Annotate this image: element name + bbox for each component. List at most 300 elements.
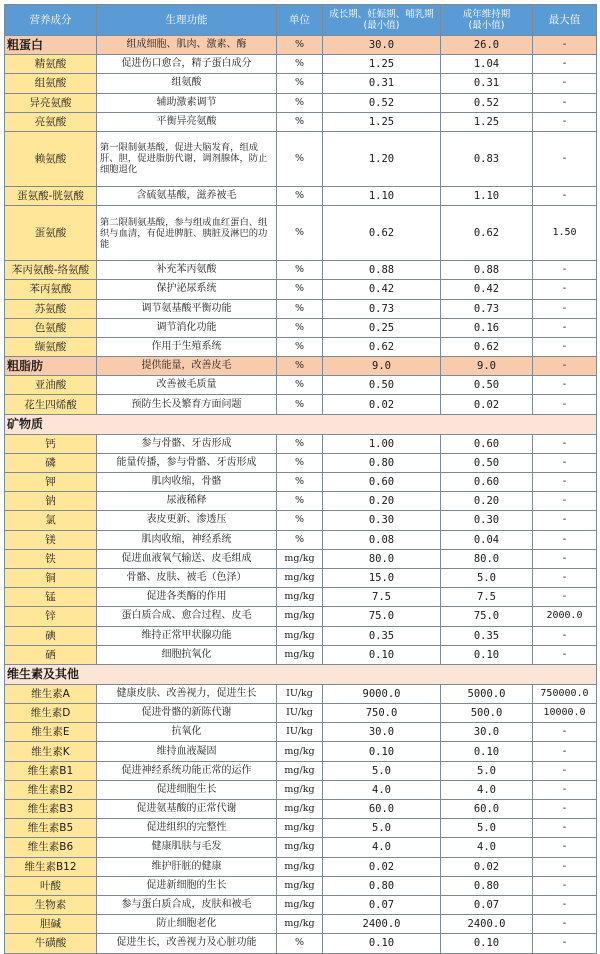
nutrient-unit: % (277, 376, 323, 395)
growth-min-value: 9000.0 (323, 684, 441, 703)
nutrient-name: 维生素B12 (5, 857, 97, 876)
nutrient-function: 参与蛋白质合成，皮肤和被毛 (97, 895, 277, 914)
growth-min-value: 0.62 (323, 206, 441, 261)
nutrient-function: 维护肝脏的健康 (97, 857, 277, 876)
max-value: - (533, 473, 597, 492)
max-value: - (533, 626, 597, 645)
nutrient-name: 维生素A (5, 684, 97, 703)
nutrient-row (5, 453, 597, 472)
nutrient-function: 表皮更新、渗透压 (97, 511, 277, 530)
growth-min-value: 30.0 (323, 36, 441, 55)
nutrient-name: 维生素B6 (5, 838, 97, 857)
nutrient-row (5, 549, 597, 568)
nutrient-row (5, 895, 597, 914)
nutrient-function: 作用于生殖系统 (97, 337, 277, 356)
growth-min-value: 0.52 (323, 93, 441, 112)
nutrient-row (5, 607, 597, 626)
header-nutrient: 营养成分 (5, 5, 97, 36)
max-value: - (533, 112, 597, 131)
nutrient-name: 胆碱 (5, 915, 97, 934)
nutrient-unit: mg/kg (277, 568, 323, 587)
nutrient-name: 组氨酸 (5, 74, 97, 93)
category-row (5, 357, 597, 376)
nutrient-function: 促进组织的完整性 (97, 819, 277, 838)
nutrient-unit: % (277, 112, 323, 131)
nutrient-name: 苯丙氨酸-络氨酸 (5, 261, 97, 280)
nutrient-unit: mg/kg (277, 780, 323, 799)
nutrient-name: 维生素E (5, 723, 97, 742)
max-value: - (533, 395, 597, 414)
nutrient-function: 能量传播，参与骨骼、牙齿形成 (97, 453, 277, 472)
nutrient-row (5, 645, 597, 664)
nutrient-row (5, 492, 597, 511)
nutrient-unit: mg/kg (277, 876, 323, 895)
adult-min-value: 5000.0 (441, 684, 533, 703)
growth-min-value: 75.0 (323, 607, 441, 626)
nutrient-name: 维生素B2 (5, 780, 97, 799)
nutrient-function: 维持血液凝固 (97, 742, 277, 761)
max-value: - (533, 36, 597, 55)
adult-min-value: 0.35 (441, 626, 533, 645)
nutrient-row (5, 112, 597, 131)
growth-min-value: 0.88 (323, 261, 441, 280)
nutrient-name: 苏氨酸 (5, 299, 97, 318)
nutrient-name: 镁 (5, 530, 97, 549)
nutrient-unit: % (277, 299, 323, 318)
nutrient-row (5, 376, 597, 395)
nutrient-name: 维生素D (5, 704, 97, 723)
adult-min-value: 0.20 (441, 492, 533, 511)
max-value: - (533, 357, 597, 376)
nutrient-row (5, 568, 597, 587)
max-value: - (533, 530, 597, 549)
max-value: - (533, 588, 597, 607)
nutrient-unit: IU/kg (277, 723, 323, 742)
nutrient-unit: mg/kg (277, 742, 323, 761)
max-value: - (533, 742, 597, 761)
table-header-row (5, 5, 597, 36)
nutrient-unit: mg/kg (277, 838, 323, 857)
growth-min-value: 5.0 (323, 761, 441, 780)
nutrient-row (5, 588, 597, 607)
max-value: 10000.0 (533, 704, 597, 723)
section-row (5, 414, 597, 434)
nutrient-name: 苯丙氨酸 (5, 280, 97, 299)
max-value: - (533, 761, 597, 780)
nutrient-name: 钙 (5, 434, 97, 453)
adult-min-value: 0.60 (441, 434, 533, 453)
header-growth-text: 成长期、妊娠期、哺乳期 (最小值) (329, 9, 434, 31)
nutrient-unit: % (277, 434, 323, 453)
nutrient-function: 第一限制氨基酸，促进大脑发育，组成肝、胆，促进脂肪代谢，调剂腺体，防止细胞退化 (97, 131, 277, 186)
nutrient-row (5, 723, 597, 742)
adult-min-value: 0.42 (441, 280, 533, 299)
nutrient-function: 辅助激素调节 (97, 93, 277, 112)
nutrient-row (5, 131, 597, 186)
section-title: 维生素及其他 (5, 664, 597, 684)
nutrient-function: 骨骼、皮肤、被毛（色泽） (97, 568, 277, 587)
growth-min-value: 15.0 (323, 568, 441, 587)
adult-min-value: 0.30 (441, 511, 533, 530)
adult-min-value: 60.0 (441, 800, 533, 819)
growth-min-value: 0.30 (323, 511, 441, 530)
nutrient-unit: mg/kg (277, 761, 323, 780)
growth-min-value: 0.20 (323, 492, 441, 511)
adult-min-value: 0.16 (441, 318, 533, 337)
nutrient-name: 锌 (5, 607, 97, 626)
nutrient-unit: mg/kg (277, 626, 323, 645)
nutrient-name: 蛋氨酸-胱氨酸 (5, 186, 97, 205)
adult-min-value: 4.0 (441, 838, 533, 857)
nutrient-function: 含硫氨基酸，滋养被毛 (97, 186, 277, 205)
nutrient-function: 组成细胞、肌肉、激素、酶 (97, 36, 277, 55)
growth-min-value: 0.50 (323, 376, 441, 395)
adult-min-value: 0.50 (441, 376, 533, 395)
nutrient-function: 提供能量，改善皮毛 (97, 357, 277, 376)
nutrient-unit: % (277, 55, 323, 74)
header-function: 生理功能 (97, 5, 277, 36)
nutrient-row (5, 337, 597, 356)
nutrient-function: 预防生长及繁育方面问题 (97, 395, 277, 414)
adult-min-value: 0.50 (441, 453, 533, 472)
growth-min-value: 1.25 (323, 55, 441, 74)
nutrient-unit: % (277, 357, 323, 376)
growth-min-value: 0.80 (323, 453, 441, 472)
growth-min-value: 9.0 (323, 357, 441, 376)
nutrient-row (5, 761, 597, 780)
nutrient-name: 磷 (5, 453, 97, 472)
adult-min-value: 5.0 (441, 568, 533, 587)
nutrient-row (5, 395, 597, 414)
adult-min-value: 1.25 (441, 112, 533, 131)
max-value: - (533, 819, 597, 838)
nutrient-unit: % (277, 530, 323, 549)
nutrient-row (5, 934, 597, 953)
nutrient-name: 铜 (5, 568, 97, 587)
max-value: - (533, 337, 597, 356)
adult-min-value: 75.0 (441, 607, 533, 626)
nutrient-name: 生物素 (5, 895, 97, 914)
max-value: 2000.0 (533, 607, 597, 626)
max-value: - (533, 876, 597, 895)
nutrient-name: 粗蛋白 (5, 36, 97, 55)
header-max: 最大值 (533, 5, 597, 36)
nutrient-function: 防止细胞老化 (97, 915, 277, 934)
nutrient-row (5, 186, 597, 205)
nutrient-function: 补充苯丙氨酸 (97, 261, 277, 280)
growth-min-value: 4.0 (323, 838, 441, 857)
nutrient-unit: mg/kg (277, 895, 323, 914)
nutrient-unit: mg/kg (277, 588, 323, 607)
nutrient-function: 健康肌肤与毛发 (97, 838, 277, 857)
nutrient-row (5, 704, 597, 723)
nutrient-row (5, 800, 597, 819)
nutrient-row (5, 838, 597, 857)
nutrient-function: 促进细胞生长 (97, 780, 277, 799)
nutrient-function: 肌肉收缩，神经系统 (97, 530, 277, 549)
adult-min-value: 0.10 (441, 645, 533, 664)
max-value: - (533, 93, 597, 112)
nutrient-name: 维生素B1 (5, 761, 97, 780)
max-value: 1.50 (533, 206, 597, 261)
growth-min-value: 60.0 (323, 800, 441, 819)
max-value: - (533, 131, 597, 186)
adult-min-value: 0.88 (441, 261, 533, 280)
section-title: 矿物质 (5, 414, 597, 434)
adult-min-value: 7.5 (441, 588, 533, 607)
nutrient-name: 粗脂肪 (5, 357, 97, 376)
adult-min-value: 5.0 (441, 761, 533, 780)
nutrient-name: 叶酸 (5, 876, 97, 895)
nutrient-function: 细胞抗氧化 (97, 645, 277, 664)
max-value: - (533, 74, 597, 93)
nutrient-name: 氯 (5, 511, 97, 530)
growth-min-value: 750.0 (323, 704, 441, 723)
section-row (5, 664, 597, 684)
max-value: - (533, 511, 597, 530)
max-value: - (533, 55, 597, 74)
growth-min-value: 1.00 (323, 434, 441, 453)
nutrition-table (4, 4, 597, 954)
growth-min-value: 7.5 (323, 588, 441, 607)
nutrient-unit: IU/kg (277, 684, 323, 703)
adult-min-value: 500.0 (441, 704, 533, 723)
nutrient-unit: mg/kg (277, 915, 323, 934)
nutrient-function: 抗氧化 (97, 723, 277, 742)
max-value: - (533, 934, 597, 953)
max-value: - (533, 434, 597, 453)
nutrient-name: 异亮氨酸 (5, 93, 97, 112)
nutrient-unit: mg/kg (277, 645, 323, 664)
growth-min-value: 0.73 (323, 299, 441, 318)
adult-min-value: 0.10 (441, 742, 533, 761)
adult-min-value: 0.83 (441, 131, 533, 186)
header-adult-text: 成年维持期 (最小值) (462, 9, 511, 31)
nutrient-name: 牛磺酸 (5, 934, 97, 953)
nutrient-name: 赖氨酸 (5, 131, 97, 186)
nutrient-unit: % (277, 492, 323, 511)
max-value: - (533, 568, 597, 587)
nutrient-unit: % (277, 74, 323, 93)
nutrient-unit: % (277, 473, 323, 492)
growth-min-value: 1.10 (323, 186, 441, 205)
max-value: - (533, 895, 597, 914)
growth-min-value: 0.10 (323, 645, 441, 664)
growth-min-value: 0.35 (323, 626, 441, 645)
nutrient-function: 尿液稀释 (97, 492, 277, 511)
adult-min-value: 1.10 (441, 186, 533, 205)
nutrient-row (5, 318, 597, 337)
table-body (5, 36, 597, 954)
nutrient-row (5, 473, 597, 492)
max-value: - (533, 915, 597, 934)
nutrient-row (5, 206, 597, 261)
nutrient-row (5, 261, 597, 280)
growth-min-value: 0.42 (323, 280, 441, 299)
nutrient-unit: % (277, 453, 323, 472)
nutrient-name: 蛋氨酸 (5, 206, 97, 261)
nutrient-unit: % (277, 36, 323, 55)
adult-min-value: 0.02 (441, 395, 533, 414)
max-value: - (533, 376, 597, 395)
adult-min-value: 1.04 (441, 55, 533, 74)
nutrient-unit: mg/kg (277, 549, 323, 568)
nutrient-function: 组氨酸 (97, 74, 277, 93)
nutrient-row (5, 530, 597, 549)
growth-min-value: 2400.0 (323, 915, 441, 934)
header-adult-min (441, 5, 533, 36)
nutrient-unit: % (277, 261, 323, 280)
nutrient-unit: mg/kg (277, 800, 323, 819)
adult-min-value: 0.80 (441, 876, 533, 895)
max-value: - (533, 857, 597, 876)
nutrient-function: 改善被毛质量 (97, 376, 277, 395)
nutrient-row (5, 55, 597, 74)
nutrient-function: 健康皮肤、改善视力，促进生长 (97, 684, 277, 703)
nutrient-unit: % (277, 131, 323, 186)
nutrient-name: 亚油酸 (5, 376, 97, 395)
nutrient-function: 促进神经系统功能正常的运作 (97, 761, 277, 780)
adult-min-value: 0.52 (441, 93, 533, 112)
growth-min-value: 30.0 (323, 723, 441, 742)
max-value: - (533, 723, 597, 742)
nutrient-row (5, 280, 597, 299)
nutrition-table-container (4, 4, 596, 954)
nutrient-function: 参与骨骼、牙齿形成 (97, 434, 277, 453)
nutrient-name: 钾 (5, 473, 97, 492)
nutrient-function: 促进伤口愈合，精子蛋白成分 (97, 55, 277, 74)
adult-min-value: 2400.0 (441, 915, 533, 934)
nutrient-row (5, 626, 597, 645)
max-value: - (533, 453, 597, 472)
nutrient-unit: % (277, 337, 323, 356)
adult-min-value: 80.0 (441, 549, 533, 568)
growth-min-value: 1.25 (323, 112, 441, 131)
nutrient-name: 硒 (5, 645, 97, 664)
nutrient-function: 肌肉收缩，骨骼 (97, 473, 277, 492)
nutrient-name: 缬氨酸 (5, 337, 97, 356)
nutrient-name: 维生素B3 (5, 800, 97, 819)
adult-min-value: 30.0 (441, 723, 533, 742)
header-growth-min (323, 5, 441, 36)
nutrient-function: 促进生长，改善视力及心脏功能 (97, 934, 277, 953)
growth-min-value: 5.0 (323, 819, 441, 838)
nutrient-unit: mg/kg (277, 819, 323, 838)
max-value: - (533, 261, 597, 280)
adult-min-value: 0.62 (441, 337, 533, 356)
growth-min-value: 0.10 (323, 742, 441, 761)
nutrient-row (5, 511, 597, 530)
nutrient-name: 色氨酸 (5, 318, 97, 337)
adult-min-value: 5.0 (441, 819, 533, 838)
adult-min-value: 9.0 (441, 357, 533, 376)
nutrient-row (5, 74, 597, 93)
nutrient-row (5, 434, 597, 453)
nutrient-unit: mg/kg (277, 607, 323, 626)
nutrient-function: 促进各类酶的作用 (97, 588, 277, 607)
growth-min-value: 0.60 (323, 473, 441, 492)
nutrient-row (5, 684, 597, 703)
nutrient-function: 第二限制氨基酸，参与组成血红蛋白、组织与血清，有促进脾脏、胰脏及淋巴的功能 (97, 206, 277, 261)
nutrient-function: 促进氨基酸的正常代谢 (97, 800, 277, 819)
nutrient-row (5, 876, 597, 895)
max-value: 750000.0 (533, 684, 597, 703)
nutrient-row (5, 915, 597, 934)
nutrient-unit: % (277, 93, 323, 112)
adult-min-value: 0.10 (441, 934, 533, 953)
nutrient-function: 保护泌尿系统 (97, 280, 277, 299)
max-value: - (533, 645, 597, 664)
growth-min-value: 0.08 (323, 530, 441, 549)
max-value: - (533, 838, 597, 857)
nutrient-row (5, 819, 597, 838)
header-unit: 单位 (277, 5, 323, 36)
max-value: - (533, 800, 597, 819)
nutrient-name: 维生素K (5, 742, 97, 761)
nutrient-name: 维生素B5 (5, 819, 97, 838)
nutrient-name: 铁 (5, 549, 97, 568)
nutrient-function: 维持正常甲状腺功能 (97, 626, 277, 645)
adult-min-value: 0.60 (441, 473, 533, 492)
adult-min-value: 0.73 (441, 299, 533, 318)
nutrient-row (5, 93, 597, 112)
nutrient-name: 钠 (5, 492, 97, 511)
max-value: - (533, 186, 597, 205)
adult-min-value: 26.0 (441, 36, 533, 55)
adult-min-value: 0.04 (441, 530, 533, 549)
nutrient-unit: % (277, 206, 323, 261)
nutrient-unit: % (277, 318, 323, 337)
max-value: - (533, 299, 597, 318)
growth-min-value: 0.80 (323, 876, 441, 895)
nutrient-row (5, 742, 597, 761)
growth-min-value: 0.62 (323, 337, 441, 356)
adult-min-value: 4.0 (441, 780, 533, 799)
nutrient-unit: % (277, 934, 323, 953)
nutrient-name: 亮氨酸 (5, 112, 97, 131)
growth-min-value: 80.0 (323, 549, 441, 568)
adult-min-value: 0.07 (441, 895, 533, 914)
nutrient-function: 蛋白质合成、愈合过程、皮毛 (97, 607, 277, 626)
adult-min-value: 0.62 (441, 206, 533, 261)
growth-min-value: 1.20 (323, 131, 441, 186)
growth-min-value: 4.0 (323, 780, 441, 799)
growth-min-value: 0.02 (323, 395, 441, 414)
nutrient-row (5, 857, 597, 876)
nutrient-function: 平衡异亮氨酸 (97, 112, 277, 131)
adult-min-value: 0.31 (441, 74, 533, 93)
max-value: - (533, 549, 597, 568)
nutrient-function: 促进骨骼的新陈代谢 (97, 704, 277, 723)
growth-min-value: 0.02 (323, 857, 441, 876)
growth-min-value: 0.07 (323, 895, 441, 914)
nutrient-unit: % (277, 511, 323, 530)
adult-min-value: 0.02 (441, 857, 533, 876)
nutrient-function: 促进新细胞的生长 (97, 876, 277, 895)
nutrient-name: 碘 (5, 626, 97, 645)
growth-min-value: 0.31 (323, 74, 441, 93)
nutrient-name: 精氨酸 (5, 55, 97, 74)
max-value: - (533, 492, 597, 511)
nutrient-unit: mg/kg (277, 857, 323, 876)
growth-min-value: 0.25 (323, 318, 441, 337)
nutrient-function: 调节氨基酸平衡功能 (97, 299, 277, 318)
growth-min-value: 0.10 (323, 934, 441, 953)
nutrient-unit: % (277, 186, 323, 205)
nutrient-unit: % (277, 280, 323, 299)
nutrient-name: 锰 (5, 588, 97, 607)
category-row (5, 36, 597, 55)
